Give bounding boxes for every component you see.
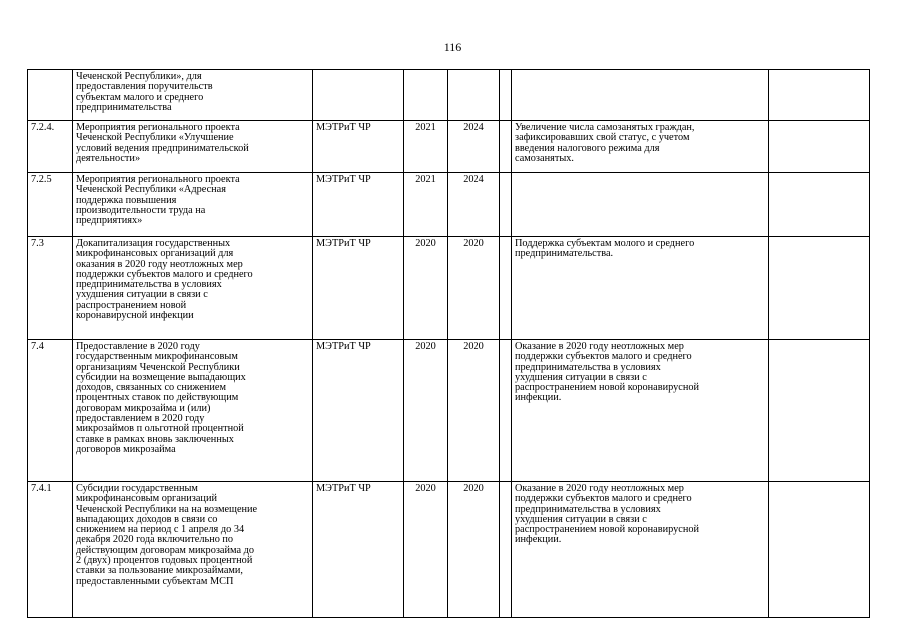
executor: МЭТРиТ ЧР — [313, 121, 404, 173]
year-end — [448, 70, 500, 121]
empty-cell — [769, 121, 870, 173]
table-row — [28, 340, 870, 482]
expected-result: Поддержка субъектам молого и среднего предпринимательства. — [512, 237, 769, 340]
table-row — [28, 482, 870, 618]
expected-result: Оказание в 2020 году неотложных мер поддержки субъектов малого и среднего предпринимательства в условиях ухудшения ситуации в связи с распространением новой коронавирусной инфекции. — [512, 482, 769, 618]
executor: МЭТРиТ ЧР — [313, 237, 404, 340]
measures-table — [27, 69, 870, 618]
measure-name: Предоставление в 2020 году государственным микрофинансовым организациям Чеченской Республики субсидии на возмещение выпадающих доходов, связанных со снижением процентных ставок по действующим договорам микрозайма и (или) предоставлением в 2020 году микрозаймов п ольготной процентной ставке в рамках вновь заключенных договоров микрозайма — [73, 340, 313, 482]
empty-cell — [769, 173, 870, 237]
row-number: 7.4.1 — [28, 482, 73, 618]
year-end: 2020 — [448, 340, 500, 482]
empty-cell — [769, 482, 870, 618]
year-end: 2020 — [448, 237, 500, 340]
expected-result — [512, 70, 769, 121]
year-start — [404, 70, 448, 121]
row-number: 7.2.4. — [28, 121, 73, 173]
empty-cell — [769, 340, 870, 482]
year-start: 2020 — [404, 340, 448, 482]
measure-name: Субсидии государственным микрофинансовым организаций Чеченской Республики на на возмещение выпадающих доходов в связи со снижением на период с 1 апреля до 34 декабря 2020 года включительно по действующим договорам микрозайма до 2 (двух) процентов годовых процентной ставки за пользование микрозаймами, предоставленными субъектам МСП — [73, 482, 313, 618]
year-end: 2024 — [448, 173, 500, 237]
empty-cell — [769, 237, 870, 340]
blank-cell — [500, 173, 512, 237]
table-row — [28, 173, 870, 237]
page-number: 116 — [443, 40, 462, 54]
year-start: 2021 — [404, 121, 448, 173]
year-end: 2024 — [448, 121, 500, 173]
table-row — [28, 237, 870, 340]
blank-cell — [500, 340, 512, 482]
measure-name: Докапитализация государственных микрофинансовых организаций для оказания в 2020 году неотложных мер поддержки субъектов малого и среднего предпринимательства в условиях ухудшения ситуации в связи с распространением новой коронавирусной инфекции — [73, 237, 313, 340]
blank-cell — [500, 70, 512, 121]
table-row — [28, 121, 870, 173]
table-row — [28, 70, 870, 121]
year-end: 2020 — [448, 482, 500, 618]
row-number — [28, 70, 73, 121]
measure-name: Мероприятия регионального проекта Чеченской Республики «Улучшение условий ведения предпринимательской деятельности» — [73, 121, 313, 173]
year-start: 2021 — [404, 173, 448, 237]
executor — [313, 70, 404, 121]
expected-result — [512, 173, 769, 237]
expected-result: Оказание в 2020 году неотложных мер поддержки субъектов малого и среднего предпринимательства в условиях ухудшения ситуации в связи с распространением новой коронавирусной инфекции. — [512, 340, 769, 482]
empty-cell — [769, 70, 870, 121]
executor: МЭТРиТ ЧР — [313, 340, 404, 482]
executor: МЭТРиТ ЧР — [313, 173, 404, 237]
measure-name: Мероприятия регионального проекта Чеченской Республики «Адресная поддержка повышения производительности труда на предприятиях» — [73, 173, 313, 237]
executor: МЭТРиТ ЧР — [313, 482, 404, 618]
blank-cell — [500, 121, 512, 173]
expected-result: Увеличение числа самозанятых граждан, зафиксировавших свой статус, с учетом введения налогового режима для самозанятых. — [512, 121, 769, 173]
measure-name: Чеченской Республики», для предоставления поручительств субъектам малого и среднего предпринимательства — [73, 70, 313, 121]
blank-cell — [500, 237, 512, 340]
blank-cell — [500, 482, 512, 618]
year-start: 2020 — [404, 482, 448, 618]
row-number: 7.3 — [28, 237, 73, 340]
year-start: 2020 — [404, 237, 448, 340]
row-number: 7.4 — [28, 340, 73, 482]
row-number: 7.2.5 — [28, 173, 73, 237]
